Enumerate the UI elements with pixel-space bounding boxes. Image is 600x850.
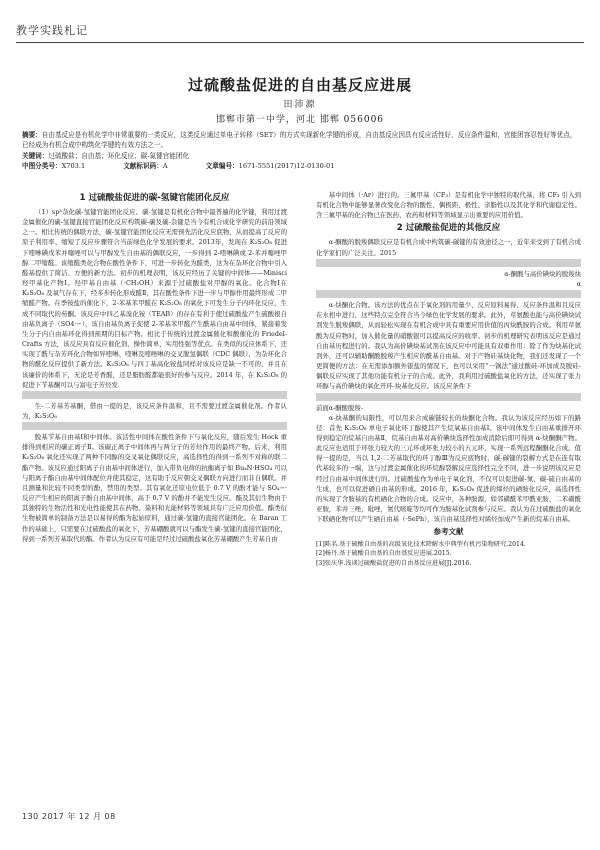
redacted-line: [316, 259, 581, 267]
body-paragraph: α-酮酸的脱羧偶联反应是有机合成中构筑碳-碳键的有效途径之一，近年来受到了有机合成化学家们的广泛关注。2015: [316, 238, 581, 257]
article-id-field: 文章编号：1671-5551(2017)12-0130-01: [205, 161, 335, 170]
keywords-row: [22, 151, 578, 161]
body-paragraph: 脱基苄基自由基Ⅰ和中间体。该活性中间体在酸性条件下与氧化反应，随后发生 Hock 重排得到相应的碳正离子Ⅱ。该碳正离子中间体再与两分子的芳烃作用的最终产物。后来，利用 K₂S₂O₈ 氧化还实现了两种不同醇的交叉氧化偶联反应，高选择性的得到一系列不对称的联二酯产物。该反应通过阳离子自由基中间体进行，加入带负电荷的抗衡离子如 Bu₄N·HSO₄ 可以与阳离子酯自由基中间体配位并使其稳定，这有助于反应朝交叉偶联方向进行而非自偶联。并且测量和比较不同类型的酚，禁用的类型。其有氧化还原电位低于 0.7 V 的酚才能与 SO₄−·反应产生相应的阳离子酚自由基中间体，高于 0.7 V 的酚并不能发生反应。酯及其衍生物由于其独特的生物活性和光电性能使其在药物、染料和光能材料等领域具有广泛应用价值。酯类衍生物被简单的制备方法是以易得的酯为起始原料，通过碳-氢键的直接官能团化。在 Baran 工作的基础上，只需要在过硫酸盐的氧化下，芳基硼酸就可以与酯发生碳-氢键的直接官能团化，得到一系列芳基取代的酯。作者认为反应有可能是经过过硫酸盐氧化芳基硼酸产生芳基自由: [22, 433, 287, 543]
article-affiliation: 邯郸市第一中学，河北 邯郸 056006: [215, 115, 385, 125]
article-title: 过硫酸盐促进的自由基反应进展: [187, 76, 412, 94]
article-metadata: [22, 130, 578, 171]
left-column: [22, 190, 287, 805]
clc-field: 中图分类号：X703.1: [22, 161, 86, 170]
body-paragraph: （1）sp³杂化碳-氢键官能团化反应。碳-氢键是有机化合物中最普遍的化学键，利用过渡金属催化的碳-氢键直接官能团化反应构筑碳-碳及碳-杂键是当今有机合成化学研究的前沿领域之一。相比传统的偶联方法，碳-氢键官能团化反应无需预先活化反应底物，从而提高了反应的原子利用率、缩短了反应步骤符合当前绿色化学发展的要求。2013年，发现在 K₂S₂O₈ 促进下喹啉碘戊苯并噻唑可以与甲醇发生自由基的偶联反应，一步得到 2-喹啉碘或 2-苯并噻唑甲醇二甲缩醛。该缩醛类化合物在酸性条件下，可进一步转化为醛类，这为在杂环化合物中引入醛基提供了简洁、方便的新方法。初步的机理表明，该反应经历了关键的中间体——Minisci 羟甲基化产物Ⅰ。羟甲基自由基（·CH₂OH）来源于过硫酸盐对甲醇的氧化。化合物Ⅰ在 K₂S₂O₈ 及氧气存在下，经多步转化形成醛Ⅱ，其在酸性条件下进一步与甲醇作用最终形成二甲缩醛产物。在季铵盐的催化下，2-苯基苯甲醛在 K₂S₂O₈ 的氧化下可发生分子内环化反应，生成不同取代的芴酮。该反应中四乙基溴化铵（TEAB）的存在有利于使过硫酸盐产生硫酸根自由基负离子（SO4·−），该自由基负离子促使 2-苯基苯甲醛产生酰基自由基中间体，紧接着发生分子内自由基环化得到预期的目标产物。相比于传统的过渡金属催化和酸催化的 Friedel-Crafts 方法，该反应具有反应催化剂、操作简单、实用性强等优点。在类似的反应体系下，还实现了酰与杂芳环化合物如异喹啉、喹啉及喹唑啉的交叉脱氢偶联（CDC 偶联），为杂环化合物的酰化反应提供了新方法。K₂S₂O₈ 与四丁基高化铵盐同样对该反应是缺一不可的，并且在该廉价的体系下，无论是芳香醛，还是脂肪醛都能很好的参与反应。2014 年，在 K₂S₂O₈ 的促进下苄基酮可以与富电子芳烃发: [22, 208, 287, 389]
journal-section-label: 教学实践札记: [16, 24, 88, 37]
body-paragraph: α-炔基酮的局限性，可以用来合成碳链较长的炔酮化合物。我认为该反应经历如下的路径：首先 K₂S₂O₈ 单电子氧化环丁醇使其产生烷氧基自由基Ⅰ。该中间体发生自由基重排开环得到稳定的烷基自由基Ⅱ，烷基自由基对高价碘炔选择性加成消除后即可得到 α-炔酮酮产物。此反应也适用于环张力较大的三元环或环张力较小的五元环，实现一系列远程酮酮化合成。值得一提的是，当以 1,2-二芳基取代的环丁醇Ⅲ为反应底物时，碳-碳键的裂解方式是在连有取代基较多的一端，这与过渡金属催化的环烷醇裂解反应选择性完全不同，进一步说明该反应是经过自由基中间体进行的。过硫酸盐作为单电子氧化剂，不仅可以促进碳-氮、碳-硫自由基的生成，也可以促进硒自由基的形成。2016 年，K₂S₂O₈ 促进的烯烃的硒胺化反应，高选择性的实现了含胺基的有机硒化合物的合成。反应中，各种胺源，如邻磺酰苯甲酰亚胺、二苯磺酰亚胺，苯并三唑，吡唑，氮代嘧啶等均可作为胺基化试剂参与反应。我认为在过硫酸盐的氧化下联硒化物可以产生硒自由基（·SePh），该自由基选择性对烯烃加成产生新的烷基自由基。: [316, 413, 581, 524]
abstract-text: 自由基反应是有机化学中非常重要的一类反应，这类反应通过单电子转移（SET）的方式实现新化学键的形成，自由基反应因具有反应活性好，反应条件温和，官能团容忍性好等优点，已经成为有机合成中构筑化学键的有效方法之一。: [22, 131, 577, 150]
reference-item: [2]杨丹.基于硫酸自由基的自由基反应进展.2015.: [316, 550, 452, 558]
references-heading: 参考文献: [433, 527, 464, 537]
reference-item: [3]张庆华.浅谈过硫酸盐促进的自由基反应进展[J].2016.: [316, 559, 472, 567]
right-column: [316, 190, 581, 800]
abstract-label: 摘要：: [22, 131, 42, 139]
body-fragment: α: [576, 279, 581, 288]
abstract-block: [22, 130, 578, 151]
section-1-heading: 1 过硫酸盐促进的碳-氢键官能团化反应: [79, 193, 230, 203]
body-paragraph: α-炔酮化合物。该方法的优点在于氧化剂的用量少、反应原料易得、反应条件温和且反应在水相中进行，这些特点完全符合当今绿色化学发展的要求。此外，草氨酸也能与高价碘炔试剂发生脱羧偶联，从而轻松实现在有机合成中具有重要应用价值的丙炔酰胺的合成。利用草氨酸为反应物时，加入催化量的硝酸银可以提高反应的收率。初步的机理研究表明该反应是通过自由基历程进行的。我认为高价碘炔基试剂在该反应中可能具有双重作用：除了作为炔基化试剂外，还可以辅助酮酸脱羧产生相应的酰基自由基。对于产物硅基炔化物，我们还发现了一个更简便的方法：在无需添加额外银盐的情况下，也可以采用“一锅法”通过酸硅-环加成及脱硅-偶联反应实现了其他功能有机分子的合成。此外，我利用过硫酸盐氧化的方法，还实现了张力环醇与高价碘炔的氧化开环-炔基化反应。该反应条件下: [316, 301, 581, 391]
references-list: [316, 540, 581, 569]
classification-row: [22, 161, 578, 171]
redacted-line: [316, 290, 581, 298]
keywords-label: 关键词：: [22, 151, 49, 160]
page-footer: 130 2017 年 12 月 08: [22, 812, 116, 821]
body-paragraph: 基中间体（·Ar）进行的。三氟甲基（CF₃）是有机化学中独特的取代基，将 CF₃ 引入到有机化合物中能够显著改变化合物的酸性、偶极距、极性、亲脂性以及其化学和代谢稳定性。含三氟甲基的化合物已在医药、农药和材料等领域显示出重要的应用价值。: [316, 191, 581, 220]
redacted-line: [22, 391, 287, 399]
redacted-line: [316, 393, 581, 401]
body-fragment: 前面α-酮酸脱羧-: [316, 403, 363, 412]
keywords-text: 过硫酸盐；自由基；环化反应；碳-氮键官能团化: [48, 151, 190, 160]
header-divider: [16, 42, 584, 43]
body-paragraph: 生-二芳基芳基酮，借由一提的是，该反应条件温和，且不需要过渡金属催化剂。作者认为，K₂S₂O₈: [22, 401, 287, 420]
article-author: 田沛源: [283, 100, 317, 110]
body-fragment: α-酮酸与高价碘炔的脱羧炔: [504, 269, 581, 278]
section-2-heading: 2 过硫酸盐促进的其他反应: [396, 223, 501, 234]
reference-item: [1]陈名.基于硫酸自由基的高级氧化技术降解水中典型有机污染物研究.2014.: [316, 540, 526, 548]
doc-code-field: 文献标识码：A: [123, 161, 168, 170]
redacted-line: [22, 422, 287, 430]
